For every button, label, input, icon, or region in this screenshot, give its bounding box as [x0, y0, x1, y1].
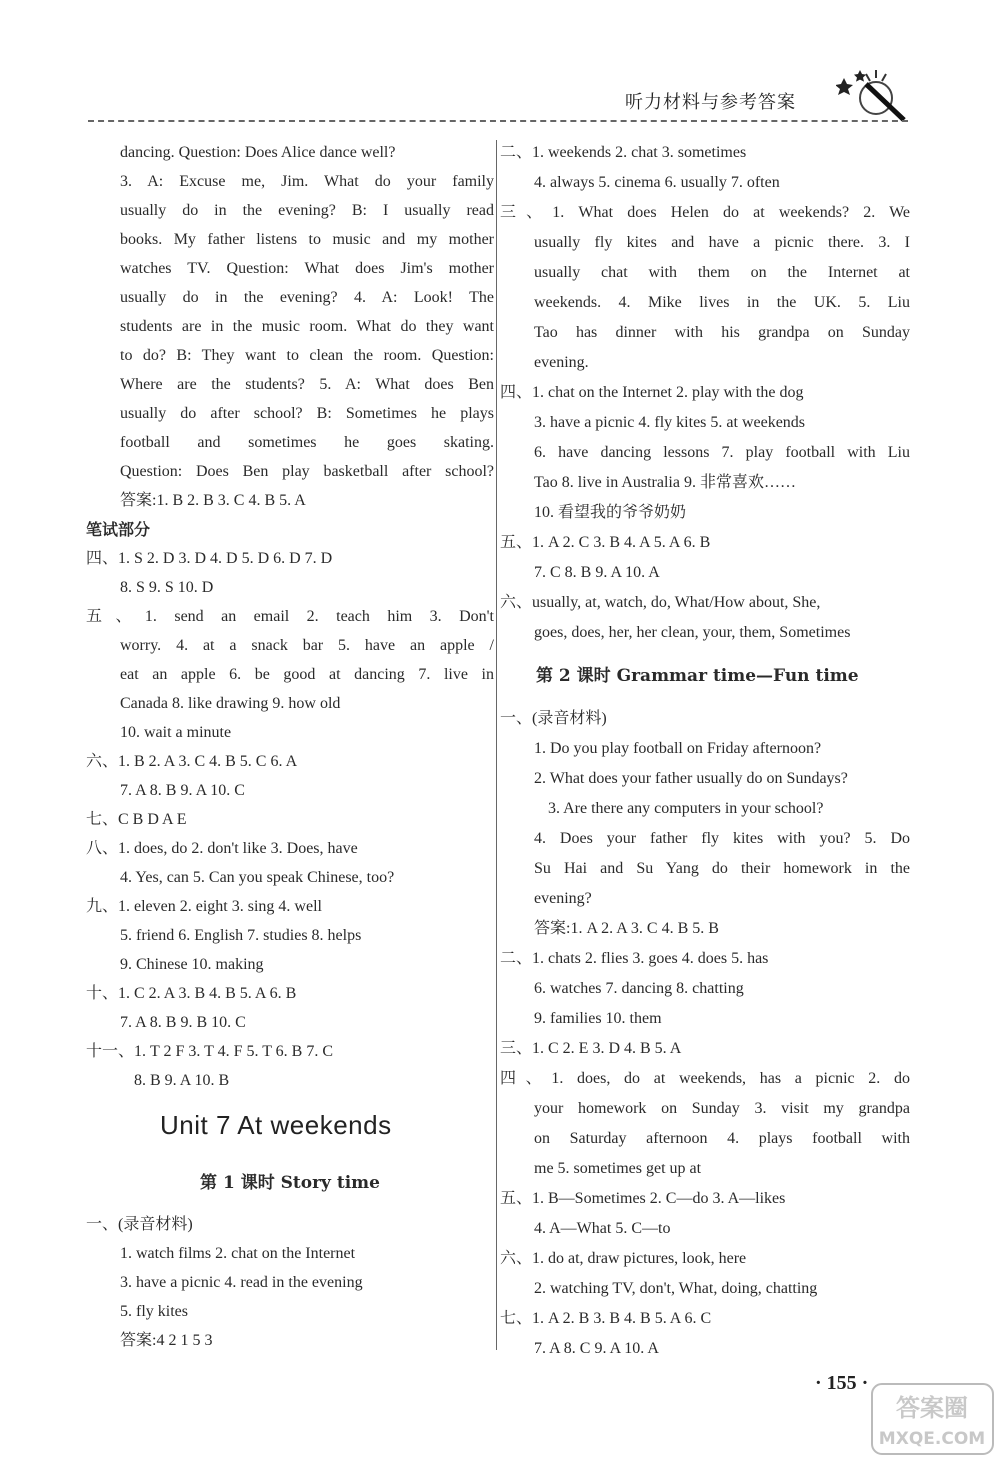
text-line: 5. fly kites — [120, 1303, 188, 1320]
text-line: 2. What does your father usually do on Sundays? — [534, 770, 848, 787]
text-line: 六、1. B 2. A 3. C 4. B 5. C 6. A — [86, 753, 298, 770]
text-line: 2. watching TV, don't, What, doing, chatting — [534, 1280, 818, 1297]
text-line: books. My father listens to music and my mother — [120, 231, 494, 248]
text-line: usually chat with them on the Internet at — [534, 264, 910, 281]
text-line: 7. A 8. B 9. A 10. C — [120, 782, 245, 799]
svg-text:MXQE.COM: MXQE.COM — [878, 1429, 986, 1449]
text-line: 7. C 8. B 9. A 10. A — [534, 564, 660, 581]
text-line: 10. wait a minute — [120, 724, 232, 741]
text-line: Where are the students? 5. A: What does Ben — [120, 376, 494, 393]
watermark-logo — [870, 1380, 995, 1458]
text-line: weekends. 4. Mike lives in the UK. 5. Liu — [534, 294, 910, 311]
text-line: 六、usually, at, watch, do, What/How about, She, — [500, 594, 821, 611]
text-line: 10. 看望我的爷爷奶奶 — [534, 504, 687, 521]
text-line: evening? — [534, 890, 592, 907]
answer-line: 答案:1. A 2. A 3. C 4. B 5. B — [534, 920, 719, 937]
text-line: Canada 8. like drawing 9. how old — [120, 695, 341, 712]
text-line: 三、1. C 2. E 3. D 4. B 5. A — [500, 1040, 682, 1057]
text-line: eat an apple 6. be good at dancing 7. live in — [120, 666, 494, 683]
text-line: to do? B: They want to clean the room. Question: — [120, 347, 494, 364]
text-line: evening. — [534, 354, 589, 371]
text-line: usually do in the evening? B: I usually read — [120, 202, 494, 219]
text-line: 五、1. B—Sometimes 2. C—do 3. A—likes — [500, 1190, 786, 1207]
lesson-heading: 第 2 课时 Grammar time—Fun time — [536, 666, 859, 686]
text-line: 1. Do you play football on Friday afternoon? — [534, 740, 822, 757]
text-line: 9. families 10. them — [534, 1010, 662, 1027]
text-line: 1. watch films 2. chat on the Internet — [120, 1245, 356, 1262]
text-line: 一、(录音材料) — [86, 1216, 193, 1233]
text-line: 六、1. do at, draw pictures, look, here — [500, 1250, 747, 1267]
text-line: dancing. Question: Does Alice dance well? — [120, 144, 396, 161]
text-line: 6. watches 7. dancing 8. chatting — [534, 980, 744, 997]
answer-line: 答案:4 2 1 5 3 — [120, 1332, 213, 1349]
text-line: Question: Does Ben play basketball after school? — [120, 463, 494, 480]
column-divider — [496, 140, 497, 1350]
page-number: · 155 · — [815, 1372, 869, 1394]
section-heading: 笔试部分 — [86, 520, 151, 539]
text-line: 二、1. weekends 2. chat 3. sometimes — [500, 144, 747, 161]
text-line: 6. have dancing lessons 7. play football with Liu — [534, 444, 910, 461]
text-line: 3. have a picnic 4. fly kites 5. at weekends — [534, 414, 806, 431]
text-line: 四、1. chat on the Internet 2. play with the dog — [500, 384, 804, 401]
magic-wand-stars-icon — [836, 64, 908, 124]
text-line: 四、1. S 2. D 3. D 4. D 5. D 6. D 7. D — [86, 550, 333, 567]
text-line: 7. A 8. C 9. A 10. A — [534, 1340, 659, 1357]
text-line: 4. Does your father fly kites with you? 5. Do — [534, 830, 910, 847]
text-line: usually do after school? B: Sometimes he plays — [120, 405, 494, 422]
text-line: 一、(录音材料) — [500, 710, 607, 727]
text-line: Tao 8. live in Australia 9. 非常喜欢…… — [534, 474, 796, 491]
text-line: 八、1. does, do 2. don't like 3. Does, have — [86, 840, 358, 857]
text-line: worry. 4. at a snack bar 5. have an apple / — [120, 637, 494, 654]
answer-line: 答案:1. B 2. B 3. C 4. B 5. A — [120, 492, 306, 509]
text-line: usually fly kites and have a picnic there. 3. I — [534, 234, 910, 251]
text-line: students are in the music room. What do they want — [120, 318, 494, 335]
text-line: 九、1. eleven 2. eight 3. sing 4. well — [86, 898, 322, 915]
text-line: 三、1. What does Helen do at weekends? 2. We — [500, 204, 910, 221]
text-line: 七、1. A 2. B 3. B 4. B 5. A 6. C — [500, 1310, 712, 1327]
text-line: your homework on Sunday 3. visit my grandpa — [534, 1100, 910, 1117]
text-line: Su Hai and Su Yang do their homework in the — [534, 860, 910, 877]
text-line: 二、1. chats 2. flies 3. goes 4. does 5. has — [500, 950, 769, 967]
text-line: 9. Chinese 10. making — [120, 956, 264, 973]
text-line: 7. A 8. B 9. B 10. C — [120, 1014, 246, 1031]
header-title: 听力材料与参考答案 — [625, 92, 796, 113]
text-line: 十、1. C 2. A 3. B 4. B 5. A 6. B — [86, 985, 297, 1002]
text-line: 五、1. A 2. C 3. B 4. A 5. A 6. B — [500, 534, 711, 551]
text-line: 4. always 5. cinema 6. usually 7. often — [534, 174, 780, 191]
text-line: 十一、1. T 2 F 3. T 4. F 5. T 6. B 7. C — [86, 1043, 334, 1060]
text-line: 8. B 9. A 10. B — [134, 1072, 230, 1089]
text-line: usually do in the evening? 4. A: Look! The — [120, 289, 494, 306]
text-line: on Saturday afternoon 4. plays football with — [534, 1130, 910, 1147]
text-line: 4. Yes, can 5. Can you speak Chinese, too? — [120, 869, 395, 886]
text-line: me 5. sometimes get up at — [534, 1160, 702, 1177]
text-line: 3. A: Excuse me, Jim. What do your family — [120, 173, 494, 190]
text-line: 4. A—What 5. C—to — [534, 1220, 671, 1237]
text-line: 3. have a picnic 4. read in the evening — [120, 1274, 363, 1291]
text-line: 3. Are there any computers in your school? — [548, 800, 824, 817]
unit-title: Unit 7 At weekends — [160, 1110, 392, 1140]
header-divider — [88, 120, 908, 122]
text-line: watches TV. Question: What does Jim's mother — [120, 260, 494, 277]
text-line: goes, does, her, her clean, your, them, Sometimes — [534, 624, 851, 641]
text-line: 8. S 9. S 10. D — [120, 579, 214, 596]
text-line: 四、1. does, do at weekends, has a picnic 2. do — [500, 1070, 910, 1087]
text-line: 七、C B D A E — [86, 811, 187, 828]
text-line: 五、1. send an email 2. teach him 3. Don't — [86, 608, 494, 625]
svg-text:答案圈: 答案圈 — [896, 1394, 968, 1422]
text-line: 5. friend 6. English 7. studies 8. helps — [120, 927, 362, 944]
text-line: football and sometimes he goes skating. — [120, 434, 494, 451]
lesson-heading: 第 1 课时 Story time — [200, 1173, 380, 1193]
text-line: Tao has dinner with his grandpa on Sunday — [534, 324, 910, 341]
